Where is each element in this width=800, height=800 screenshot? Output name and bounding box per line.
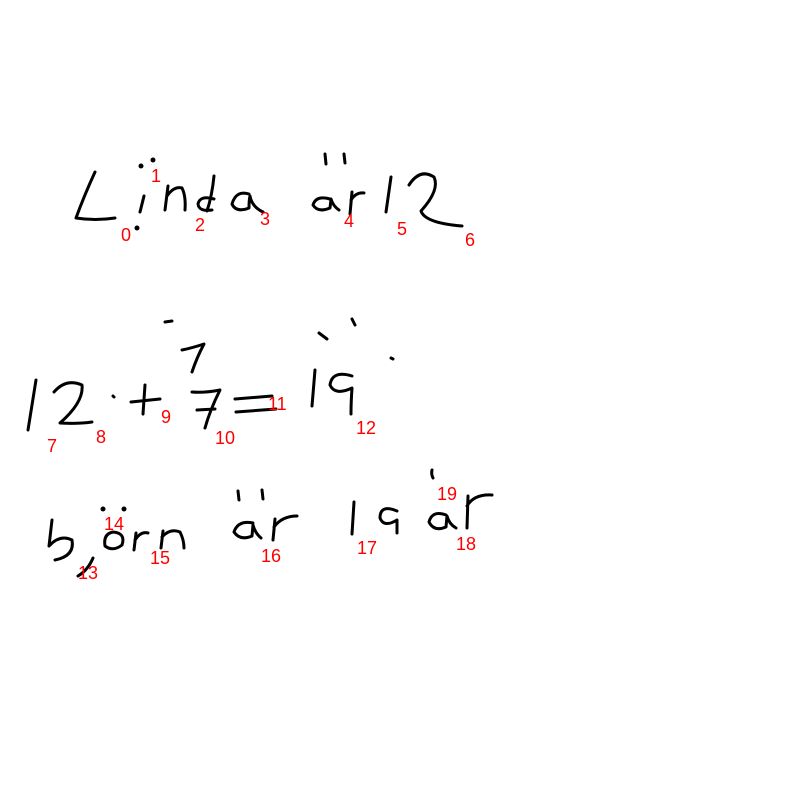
- stroke-index-label: 7: [47, 436, 58, 456]
- stroke-index-label: 3: [260, 209, 271, 229]
- ink-1b: [28, 380, 36, 430]
- stroke-index-label: 5: [397, 219, 408, 239]
- ink-r4: [467, 495, 492, 528]
- ink-i-dot-2: [151, 158, 156, 163]
- ink-i: [140, 196, 144, 212]
- ink-eq-1: [235, 396, 272, 399]
- stroke-index-label: 6: [465, 230, 476, 250]
- ink-1c: [312, 370, 315, 406]
- ink-small-7: [182, 344, 204, 372]
- ink-scratch-4: [391, 358, 393, 359]
- stroke-index-label: 4: [344, 211, 355, 231]
- stroke-index-label: 13: [78, 563, 99, 583]
- ink-scratch-2: [319, 333, 327, 339]
- stroke-index-label: 12: [356, 418, 377, 438]
- ink-i-dot: [139, 164, 144, 169]
- ink-dot-a: [113, 396, 114, 397]
- stroke-index-label: 0: [121, 225, 132, 245]
- ink-r2: [134, 533, 148, 550]
- ink-n2: [161, 531, 184, 548]
- ink-9: [330, 374, 352, 414]
- ink-a-ring: [429, 514, 456, 529]
- ink-plus: [131, 385, 160, 414]
- ink-ring: [432, 470, 433, 478]
- stroke-index-label: 16: [261, 546, 282, 566]
- stroke-index-label: 18: [456, 534, 477, 554]
- ink-a: [232, 193, 263, 212]
- stroke-index-label: 19: [437, 484, 458, 504]
- stroke-index-label: 9: [161, 407, 172, 427]
- ink-r3: [273, 516, 297, 540]
- ink-umlaut-4: [262, 490, 263, 499]
- ink-d: [198, 176, 214, 211]
- ink-a-umlaut-2: [234, 522, 261, 538]
- stroke-index-label: 17: [357, 538, 378, 558]
- ink-2: [409, 174, 462, 226]
- ink-9b: [380, 509, 397, 533]
- ink-o: [105, 532, 123, 549]
- stroke-index-label: 8: [96, 427, 107, 447]
- ink-umlaut-1: [325, 154, 326, 164]
- ink-i-dot-3: [135, 226, 140, 231]
- ink-2b: [54, 383, 92, 424]
- ink-7: [192, 390, 220, 428]
- stroke-index-label: 2: [195, 215, 206, 235]
- ink-1d: [352, 502, 354, 534]
- ink-n: [165, 186, 185, 210]
- ink-a-umlaut: [313, 198, 339, 210]
- stroke-index-label: 10: [215, 428, 236, 448]
- ink-b: [49, 520, 72, 560]
- ink-scratch-1: [165, 321, 172, 322]
- ink-umlaut-2: [344, 154, 345, 163]
- stroke-index-label: 1: [151, 166, 162, 186]
- ink-L: [76, 172, 115, 220]
- ink-line-2: [28, 319, 393, 430]
- stroke-index-label: 15: [150, 548, 171, 568]
- stroke-index-label: 11: [268, 394, 287, 414]
- ink-1: [386, 177, 391, 212]
- ink-o-dot-2: [122, 507, 127, 512]
- stroke-index-label: 14: [104, 514, 125, 534]
- ink-scratch-3: [352, 319, 355, 325]
- ink-umlaut-3: [238, 491, 239, 500]
- ink-o-dot-1: [101, 507, 106, 512]
